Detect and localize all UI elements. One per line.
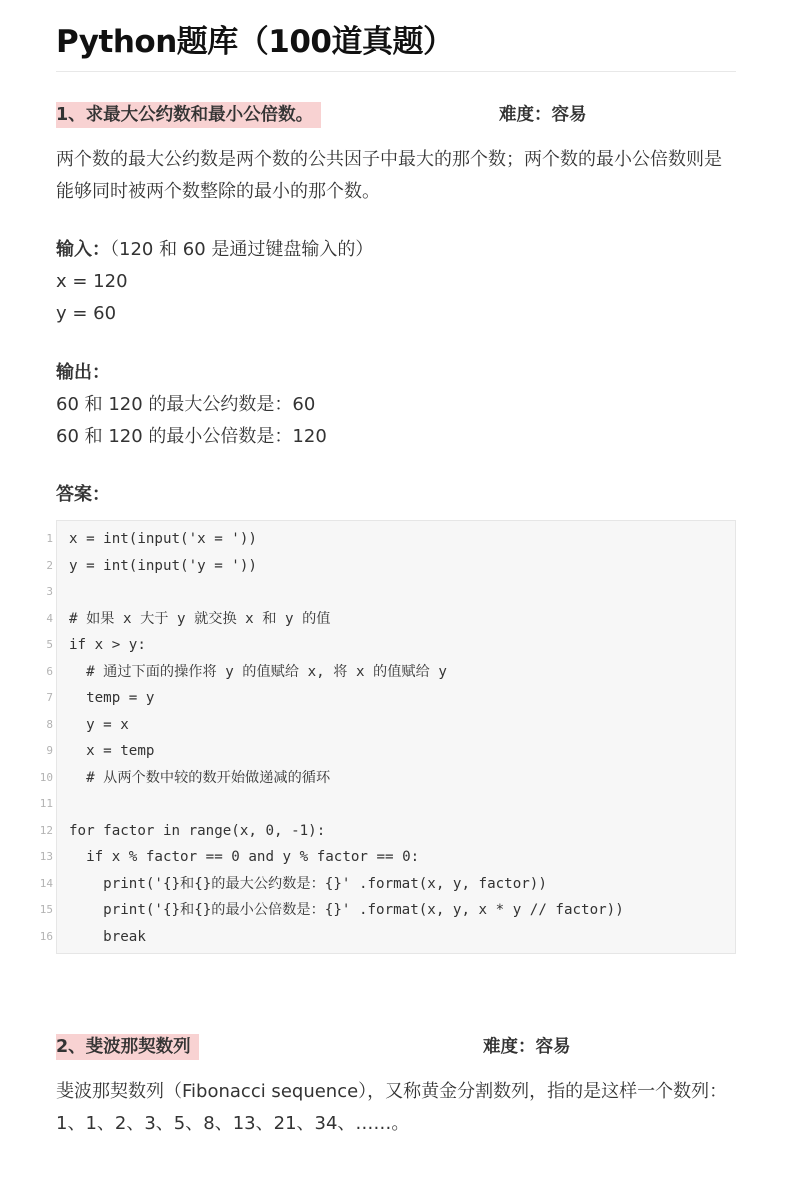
code-line xyxy=(39,791,735,817)
code-text: if x % factor == 0 and y % factor == 0: xyxy=(69,849,420,865)
line-number: 13 xyxy=(39,850,53,863)
code-line xyxy=(39,924,735,950)
code-text: x = int(input('x = ')) xyxy=(69,531,257,547)
code-line xyxy=(39,871,735,897)
question-1-header xyxy=(56,102,736,128)
output-label: 输出： xyxy=(56,362,110,383)
line-number: 15 xyxy=(39,903,53,916)
code-text: print('{}和{}的最小公倍数是：{}' .format(x, y, x * y // factor)) xyxy=(69,902,624,918)
code-line xyxy=(46,685,735,711)
code-line xyxy=(39,765,735,791)
line-number: 2 xyxy=(46,558,53,572)
code-text: x = temp xyxy=(69,743,155,759)
code-text: y = int(input('y = ')) xyxy=(69,557,257,574)
question-1-description: 两个数的最大公约数是两个数的公共因子中最大的那个数；两个数的最小公倍数则是能够同时被两个数整除的最小的那个数。 xyxy=(56,149,722,202)
question-2-difficulty: 难度：容易 xyxy=(483,1037,571,1057)
code-text: if x > y: xyxy=(69,637,146,653)
code-line xyxy=(46,738,735,764)
question-2-title: 2、斐波那契数列 xyxy=(56,1034,199,1060)
input-note: （120 和 60 是通过键盘输入的） xyxy=(110,239,374,260)
code-text: # 通过下面的操作将 y 的值赋给 x, 将 x 的值赋给 y xyxy=(69,663,447,680)
input-heading xyxy=(56,234,373,266)
line-number: 6 xyxy=(46,664,53,678)
code-line xyxy=(46,553,735,579)
code-line xyxy=(46,712,735,738)
code-text: print('{}和{}的最大公约数是：{}' .format(x, y, factor)) xyxy=(69,875,547,892)
line-number: 12 xyxy=(39,823,53,837)
page-title: Python题库（100道真题） xyxy=(56,24,454,60)
output-line-lcm: 60 和 120 的最小公倍数是：120 xyxy=(56,426,327,447)
code-line xyxy=(39,897,735,923)
code-line xyxy=(46,632,735,658)
line-number: 5 xyxy=(46,638,53,651)
code-text: # 如果 x 大于 y 就交换 x 和 y 的值 xyxy=(69,610,331,627)
line-number: 10 xyxy=(39,770,53,784)
line-number: 16 xyxy=(39,929,53,943)
code-line xyxy=(39,818,735,844)
line-number: 4 xyxy=(46,611,53,625)
code-text: for factor in range(x, 0, -1): xyxy=(69,822,326,839)
output-line-gcd: 60 和 120 的最大公约数是：60 xyxy=(56,394,316,415)
line-number: 1 xyxy=(46,532,53,545)
code-line xyxy=(46,526,735,552)
question-2-header xyxy=(56,1034,736,1060)
code-text: y = x xyxy=(69,716,129,733)
input-line-y: y = 60 xyxy=(56,303,117,324)
line-number: 9 xyxy=(46,744,53,757)
line-number: 11 xyxy=(39,797,53,810)
question-1-title: 1、求最大公约数和最小公倍数。 xyxy=(56,102,321,128)
line-number: 7 xyxy=(46,691,53,704)
answer-label: 答案： xyxy=(56,484,110,505)
code-line xyxy=(46,659,735,685)
title-divider xyxy=(56,71,736,72)
question-2-description: 斐波那契数列（Fibonacci sequence），又称黄金分割数列，指的是这样一个数列：1、1、2、3、5、8、13、21、34、……。 xyxy=(56,1081,728,1134)
code-text: break xyxy=(69,928,146,945)
input-line-x: x = 120 xyxy=(56,271,128,292)
line-number: 3 xyxy=(46,585,53,598)
code-block[interactable] xyxy=(39,520,736,954)
code-text: temp = y xyxy=(69,690,155,706)
code-text: # 从两个数中较的数开始做递减的循环 xyxy=(69,769,331,786)
input-label: 输入： xyxy=(56,239,110,260)
code-line xyxy=(46,606,735,632)
line-number: 8 xyxy=(46,717,53,731)
code-line xyxy=(46,579,735,605)
line-number: 14 xyxy=(39,876,53,890)
code-line xyxy=(39,844,735,870)
question-1-difficulty: 难度：容易 xyxy=(499,105,587,125)
